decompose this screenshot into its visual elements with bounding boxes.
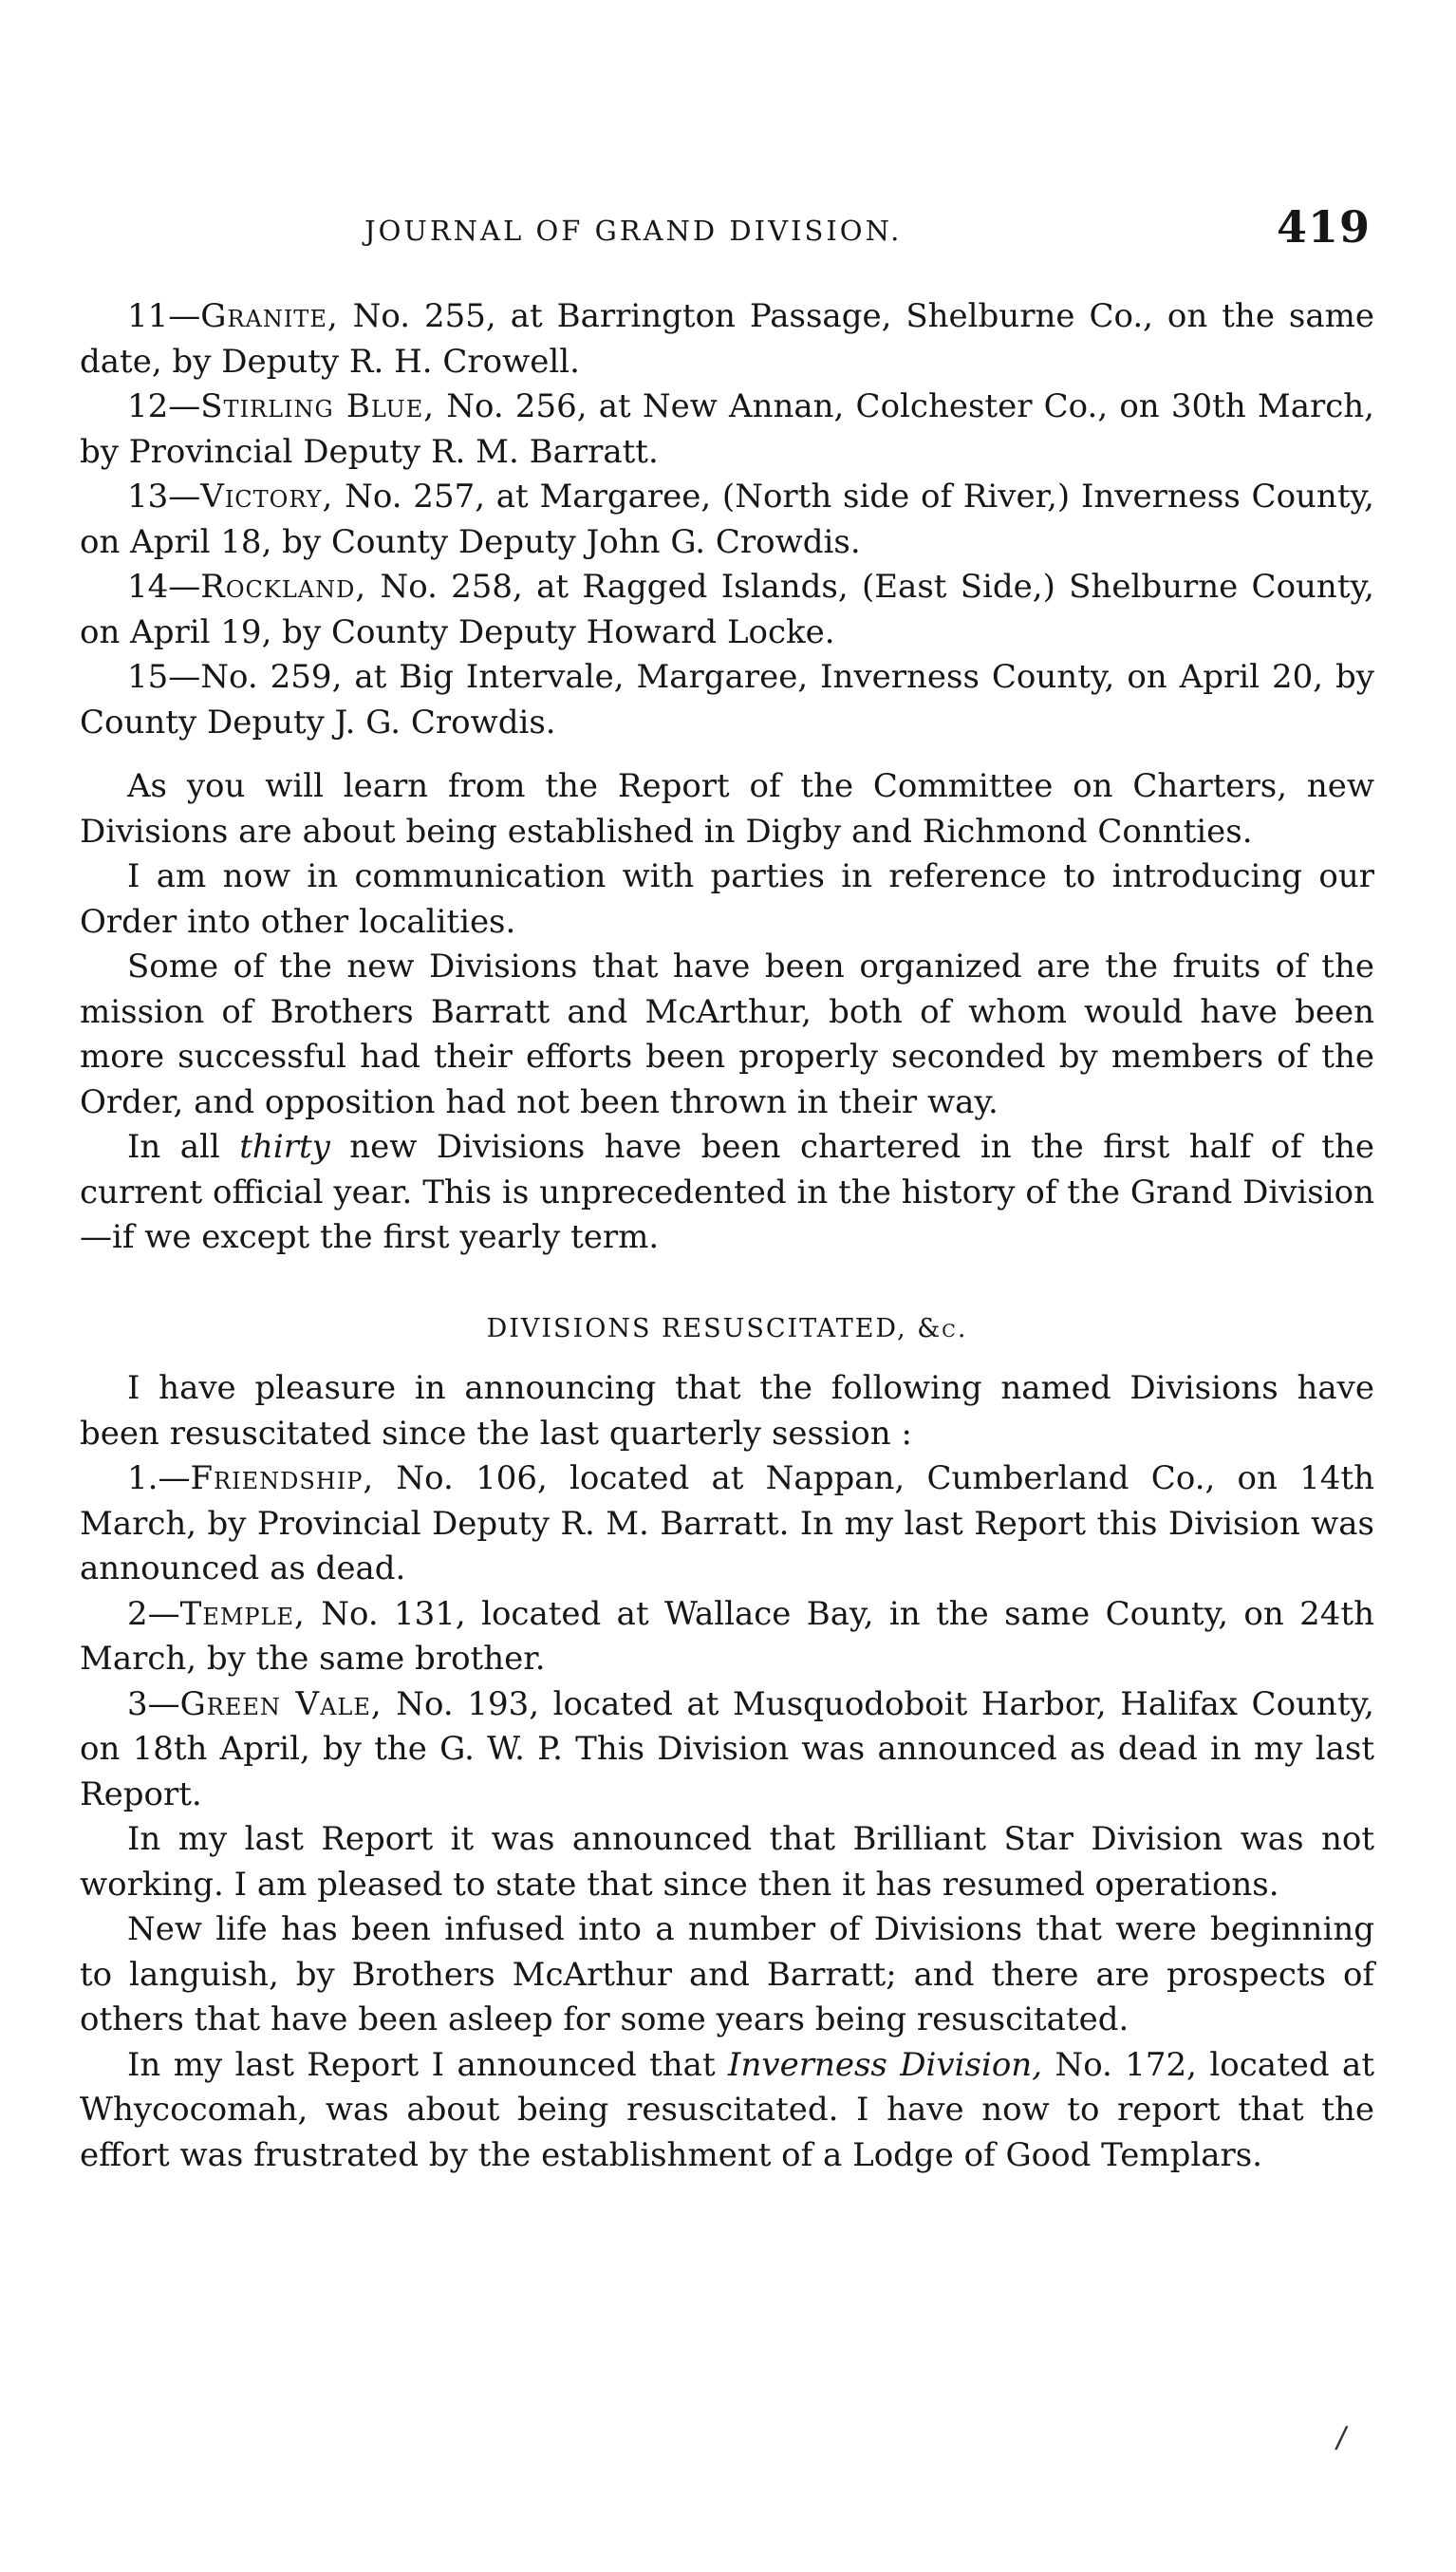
paragraph-mission: Some of the new Divisions that have been organized are the fruits of the mission of Brothers Barratt and McArthur, both of whom would have been more successful had their efforts been properly seconded by members of the Order, and opposition had not been thrown in their way.: [80, 948, 1374, 1121]
item-number: 1.—: [127, 1459, 191, 1497]
item-number: 14—: [127, 568, 201, 606]
division-name: Stirling Blue,: [200, 387, 436, 425]
italic-word: thirty: [239, 1128, 330, 1166]
paragraph-brilliant-star: In my last Report it was announced that Brilliant Star Division was not working. I am pleased to state that since then it has resumed operations.: [80, 1820, 1374, 1904]
paragraph-intro: I have pleasure in announcing that the following named Divisions have been resuscitated since the last quarterly session :: [80, 1369, 1374, 1453]
division-name: Green Vale,: [179, 1684, 383, 1723]
paragraph-thirty: [80, 1125, 1374, 1261]
paragraph-inverness: [80, 2043, 1374, 2179]
item-text: No. 259, at Big Intervale, Margaree, Inverness County, on April 20, by County Deputy J. G. Crowdis.: [80, 658, 1374, 742]
division-name: Rockland,: [200, 568, 367, 606]
item-number: 13—: [127, 478, 201, 516]
item-text: No. 106, located at Nappan, Cumberland Co., on 14th March, by Provincial Deputy R. M. Barratt. In my last Report this Division was announced as dead.: [80, 1459, 1374, 1587]
item-text: No. 131, located at Wallace Bay, in the same County, on 24th March, by the same brother.: [80, 1594, 1374, 1678]
item-number: 11—: [127, 297, 201, 335]
list-item: [80, 1456, 1374, 1592]
body-text: [80, 294, 1374, 2178]
stray-mark: /: [1334, 2418, 1350, 2456]
list-item: [80, 655, 1374, 745]
list-item: [80, 1592, 1374, 1682]
text-run: In all: [127, 1128, 240, 1166]
division-name: Granite,: [200, 297, 339, 335]
section-heading: DIVISIONS RESUSCITATED, &c.: [486, 1313, 968, 1343]
item-number: 15—: [127, 658, 201, 696]
item-number: 3—: [127, 1684, 180, 1723]
item-text: No. 257, at Margaree, (North side of River,) Inverness County, on April 18, by County Deputy John G. Crowdis.: [80, 478, 1374, 561]
page-number: 419: [1276, 201, 1371, 253]
item-text: No. 255, at Barrington Passage, Shelburne Co., on the same date, by Deputy R. H. Crowell.: [80, 297, 1374, 381]
item-text: No. 193, located at Musquodoboit Harbor, Halifax County, on 18th April, by the G. W. P. This Division was announced as dead in my last Report.: [80, 1684, 1374, 1813]
italic-division-name: Inverness Division,: [728, 2045, 1043, 2084]
item-text: No. 256, at New Annan, Colchester Co., on 30th March, by Provincial Deputy R. M. Barratt.: [80, 387, 1374, 471]
list-item: [80, 565, 1374, 655]
division-name: Temple,: [179, 1594, 306, 1633]
division-name: Victory,: [200, 478, 334, 516]
text-run: new Divisions have been chartered in the first half of the current official year. This is unprecedented in the history of the Grand Division—if we except the first yearly term.: [80, 1128, 1374, 1256]
item-number: 12—: [127, 387, 201, 425]
text-run: In my last Report I announced that: [127, 2045, 729, 2084]
paragraph-communication: I am now in communication with parties in reference to introducing our Order into other localities.: [80, 857, 1374, 941]
text-run: No. 172, located at Whycocomah, was about being resuscitated. I have now to report that the effort was frustrated by the establishment of a Lodge of Good Templars.: [80, 2045, 1374, 2174]
list-item: [80, 475, 1374, 565]
running-header: [80, 201, 1371, 258]
paragraph-new-life: New life has been infused into a number of Divisions that were beginning to languish, by Brothers McArthur and Barratt; and there are prospects of others that have been asleep for some years being resuscitated.: [80, 1910, 1374, 2038]
item-number: 2—: [127, 1594, 180, 1633]
list-item: [80, 294, 1374, 385]
list-item: [80, 1682, 1374, 1818]
running-title: JOURNAL OF GRAND DIVISION.: [364, 215, 903, 247]
paragraph-committee: As you will learn from the Report of the Committee on Charters, new Divisions are about being established in Digby and Richmond Connties.: [80, 767, 1374, 851]
item-text: No. 258, at Ragged Islands, (East Side,) Shelburne County, on April 19, by County Deputy Howard Locke.: [80, 568, 1374, 651]
division-name: Friendship,: [190, 1459, 375, 1497]
list-item: [80, 385, 1374, 475]
